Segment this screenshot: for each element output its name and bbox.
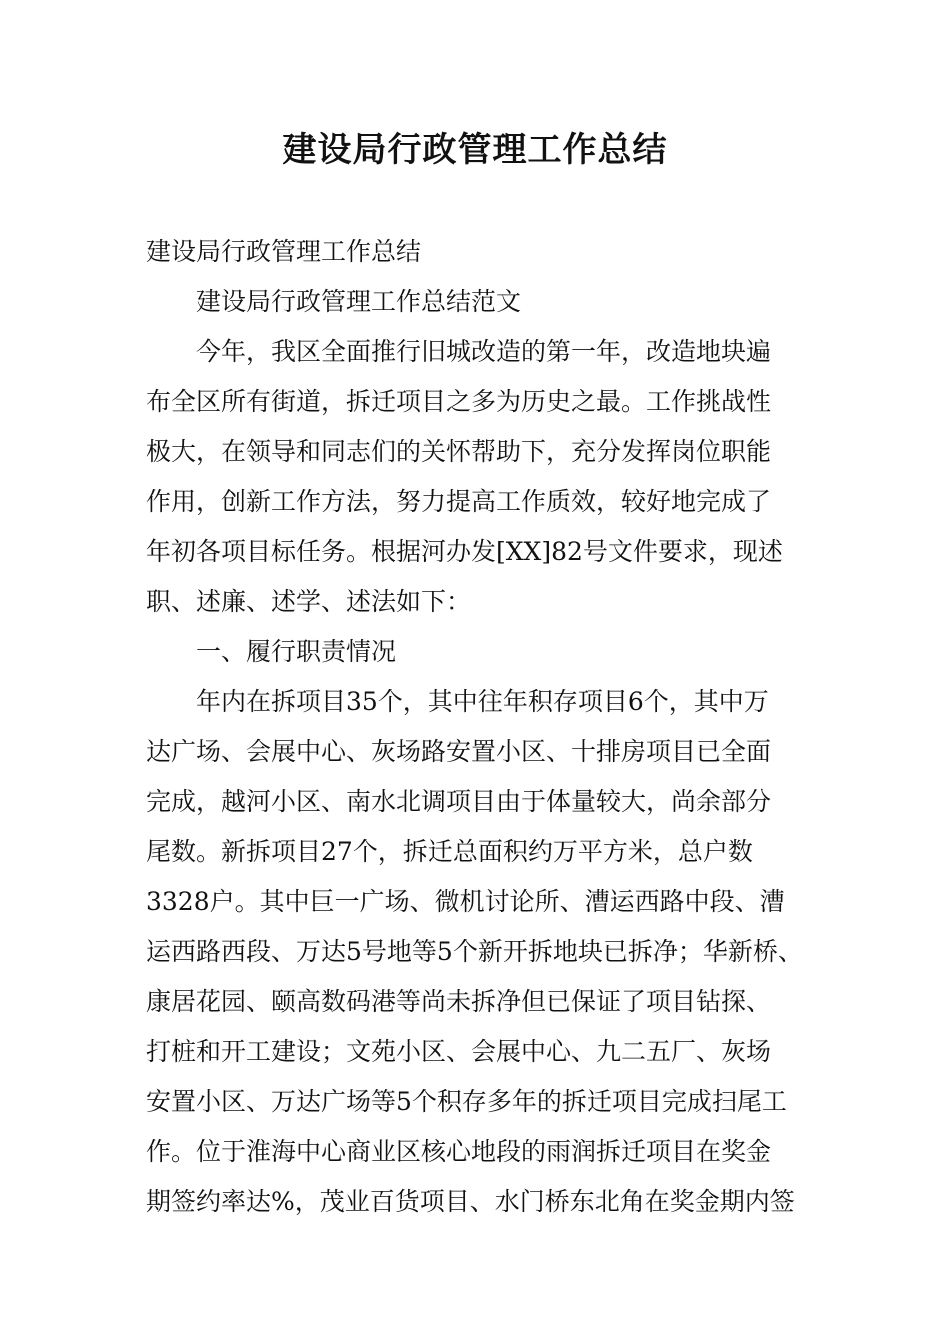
body-line: 年内在拆项目35个，其中往年积存项目6个，其中万 [196, 687, 769, 716]
body-line: 期签约率达%，茂业百货项目、水门桥东北角在奖金期内签 [146, 1187, 795, 1216]
body-line: 年初各项目标任务。根据河办发[XX]82号文件要求，现述 [146, 537, 783, 566]
body-line: 达广场、会展中心、灰场路安置小区、十排房项目已全面 [146, 737, 772, 766]
document-body [146, 227, 806, 1227]
body-line: 职、述廉、述学、述法如下： [146, 587, 472, 616]
section-heading: 一、履行职责情况 [196, 637, 397, 666]
body-line: 打桩和开工建设；文苑小区、会展中心、九二五厂、灰场 [146, 1037, 772, 1066]
body-line: 作。位于淮海中心商业区核心地段的雨润拆迁项目在奖金 [146, 1137, 772, 1166]
body-line: 安置小区、万达广场等5个积存多年的拆迁项目完成扫尾工 [146, 1087, 787, 1116]
body-line: 运西路西段、万达5号地等5个新开拆地块已拆净；华新桥、 [146, 937, 803, 966]
document-title: 建设局行政管理工作总结 [282, 130, 668, 170]
body-line: 建设局行政管理工作总结 [146, 237, 422, 266]
body-line: 尾数。新拆项目27个，拆迁总面积约万平方米，总户数 [146, 837, 753, 866]
body-line: 极大，在领导和同志们的关怀帮助下，充分发挥岗位职能 [146, 437, 772, 466]
body-line: 康居花园、颐高数码港等尚未拆净但已保证了项目钻探、 [146, 987, 772, 1016]
body-line: 作用，创新工作方法，努力提高工作质效，较好地完成了 [146, 487, 772, 516]
body-line: 3328户。其中巨一广场、微机讨论所、漕运西路中段、漕 [146, 887, 785, 916]
body-line: 今年，我区全面推行旧城改造的第一年，改造地块遍 [196, 337, 772, 366]
body-line: 完成，越河小区、南水北调项目由于体量较大，尚余部分 [146, 787, 772, 816]
body-line: 布全区所有街道，拆迁项目之多为历史之最。工作挑战性 [146, 387, 772, 416]
body-line: 建设局行政管理工作总结范文 [196, 287, 522, 316]
